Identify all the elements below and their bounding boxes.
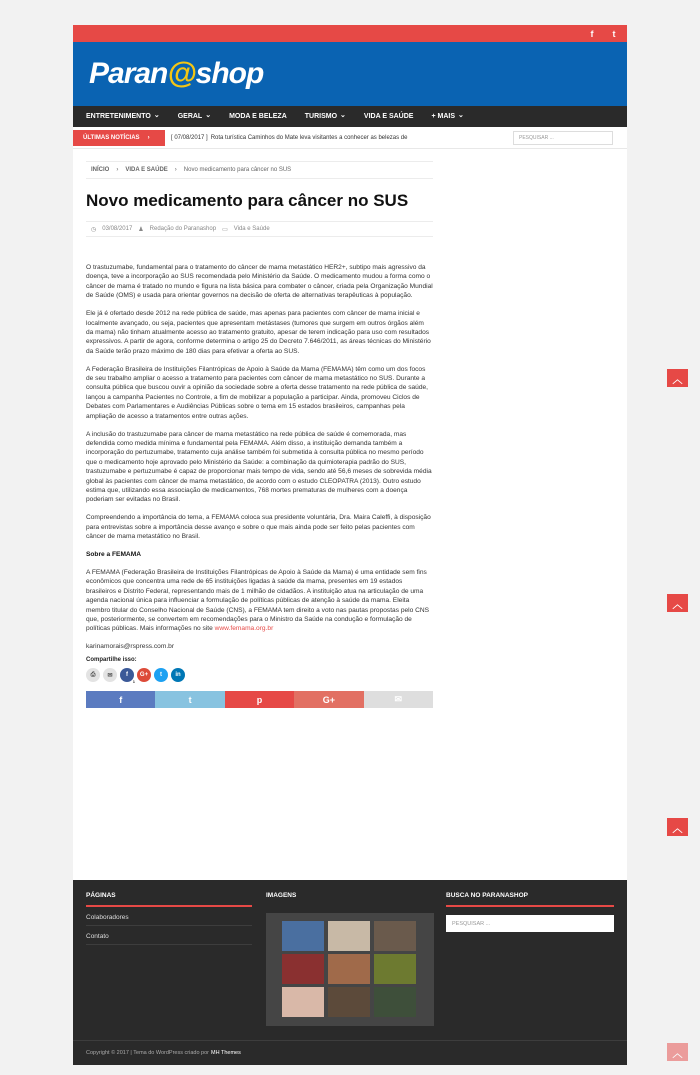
share-bar-facebook-icon[interactable]: f — [86, 691, 155, 708]
back-to-top-button[interactable]: ︿ — [667, 1043, 688, 1061]
site-logo[interactable]: Paran@shop — [89, 57, 264, 90]
theme-link[interactable]: MH Themes — [210, 1050, 241, 1056]
breadcrumb-current: Novo medicamento para câncer no SUS — [183, 167, 292, 173]
article-date: 03/08/2017 — [102, 226, 133, 232]
main-nav — [73, 106, 627, 127]
breadcrumb — [86, 161, 433, 179]
clock-icon: ◷ — [91, 226, 97, 233]
article-paragraph: O trastuzumabe, fundamental para o tratamento do câncer de mama metastático HER2+, subtipo mais agressivo da doença, teve a incorporação ao SUS recomendada pelo Ministério da Saúde. O medicamento mudou a forma como o câncer de mama é tratado no mundo e figura na lista básica para combater o câncer, criada pela Organização Mundial de Saúde (OMS) e usada para orientar governos na decisão de oferta de alternativas terapêuticas à população. — [86, 264, 433, 300]
footer — [73, 880, 627, 1065]
nav-item[interactable] — [422, 113, 472, 120]
page-title: Novo medicamento para câncer no SUS — [86, 191, 409, 210]
twitter-icon[interactable]: t — [154, 668, 168, 682]
about-paragraph: A FEMAMA (Federação Brasileira de Instituições Filantrópicas de Apoio à Saúde da Mama) é uma entidade sem fins econômicos que concentra uma rede de 65 instituições ligadas à saúde da mama, presentes em 19 estados brasileiros e Distrito Federal, representando mais de 1 milhão de cidadãos. A instituição atua na articulação de uma agenda nacional única para influenciar a formulação de políticas públicas de atenção à saúde da mama. Eleita membro titular do Conselho Nacional de Saúde (CNS), a FEMAMA tem direito a voto nas pautas propostas pelo CNS que, posteriormente, se convertem em recomendações para o Ministro da Saúde na condução e formulação de políticas públicas. Mais informações no site www.femama.org.br — [86, 568, 430, 633]
femama-link[interactable]: www.femama.org.br — [214, 625, 274, 633]
footer-pages — [86, 892, 252, 945]
gallery-thumbnail[interactable] — [282, 987, 324, 1017]
nav-item[interactable] — [77, 113, 169, 120]
article-paragraph: Compreendendo a importância do tema, a FEMAMA coloca sua presidente voluntária, Dra. Maira Caleffi, à disposição para entrevistas sobre a importância desse avanço e sobre o que mais ainda pode ser feito pelas pacientes com câncer de mama metastático no Brasil. — [86, 514, 431, 541]
article-paragraph: A inclusão do trastuzumabe para câncer de mama metastático na rede pública de saúde é comemorada, mas defendida como medida mínima e fundamental pela FEMAMA. Além disso, a instituição demanda também a incorporação do pertuzumabe, tratamento cuja análise também foi submetida à consulta pública no mesmo período que o medicamento hoje aprovado pelo Ministério da Saúde: a combinação da quimioterapia padrão do SUS, trastuzumabe e pertuzumabe é capaz de proporcionar mais tempo de vida, sendo até 56,6 meses de sobrevida média global às pacientes com câncer de mama metastático, de acordo com o estudo CLEOPATRA (2013). Outro estudo estima que, utilizando essa associação de medicamentos, 768 mortes prematuras de mulheres com a doença poderiam ser evitadas no Brasil. — [86, 430, 432, 504]
twitter-icon[interactable]: t — [612, 28, 616, 39]
article-body — [86, 263, 433, 652]
chevron-right-icon: › — [174, 167, 177, 173]
article-paragraph: A Federação Brasileira de Instituições Filantrópicas de Apoio à Saúde da Mama (FEMAMA) têm como um dos focos de seu trabalho ampliar o acesso a tratamento para pacientes com câncer de mama metastático no SUS. Durante a consulta pública que buscou ouvir a opinião da sociedade sobre a oferta desse tratamento na rede pública de saúde, lançou a campanha Pacientes no Controle, a fim de mobilizar a população a participar. Ainda, promoveu Ciclos de Debates com Parlamentares e Audiências Públicas sobre o tema em 15 estados brasileiros, campanhas pela ampliação de acesso a tratamentos entre outras ações. — [86, 365, 429, 420]
gallery-thumbnail[interactable] — [328, 954, 370, 984]
share-bar-twitter-icon[interactable]: t — [155, 691, 224, 708]
facebook-icon[interactable]: f 1 — [120, 668, 134, 682]
back-to-top-button[interactable]: ︿ — [667, 594, 688, 612]
gallery-thumbnail[interactable] — [374, 921, 416, 951]
nav-item-label: ENTRETENIMENTO — [86, 113, 151, 120]
article — [86, 161, 433, 708]
gallery-thumbnail[interactable] — [374, 954, 416, 984]
share-bar-email-icon[interactable]: ✉ — [364, 691, 433, 708]
ticker-headline[interactable]: [ 07/08/2017 ] Rota turística Caminhos do Mate leva visitantes a conhecer as belezas de — [171, 134, 408, 141]
article-meta — [86, 221, 433, 237]
share-bar — [86, 691, 433, 708]
chevron-down-icon: ⌄ — [205, 112, 212, 119]
nav-item-label: MODA E BELEZA — [229, 113, 287, 120]
share-icons — [86, 668, 433, 685]
user-icon: ♟ — [138, 226, 144, 233]
gallery-thumbnail[interactable] — [282, 921, 324, 951]
print-icon[interactable]: ⎙ — [86, 668, 100, 682]
chevron-right-icon: › — [147, 134, 150, 141]
share-label: Compartilhe isso: — [86, 657, 137, 664]
google-plus-icon[interactable]: G+ — [137, 668, 151, 682]
breadcrumb-home[interactable]: INÍCIO — [91, 167, 110, 173]
footer-page-link[interactable]: Colaboradores — [86, 907, 252, 926]
linkedin-icon[interactable]: in — [171, 668, 185, 682]
copyright: Copyright © 2017 | Tema do WordPress criado por MH Themes — [73, 1040, 627, 1065]
chevron-down-icon: ⌄ — [340, 112, 346, 119]
header-search-input[interactable]: PESQUISAR ... — [513, 131, 613, 145]
nav-item[interactable] — [169, 113, 220, 120]
breadcrumb-section[interactable]: VIDA E SAÚDE — [125, 167, 168, 173]
footer-search-title: BUSCA NO PARANASHOP — [446, 892, 614, 907]
email-icon[interactable]: ✉ — [103, 668, 117, 682]
news-ticker — [73, 127, 627, 149]
footer-page-link[interactable]: Contato — [86, 926, 252, 945]
facebook-icon[interactable]: f — [590, 28, 594, 39]
footer-search-input[interactable]: PESQUISAR ... — [446, 915, 614, 932]
footer-pages-title: PÁGINAS — [86, 892, 252, 907]
nav-item[interactable] — [220, 113, 296, 120]
nav-item-label: GERAL — [177, 113, 203, 120]
back-to-top-button[interactable]: ︿ — [667, 369, 688, 387]
back-to-top-button[interactable]: ︿ — [667, 818, 688, 836]
chevron-right-icon: › — [116, 167, 119, 173]
gallery-thumbnail[interactable] — [374, 987, 416, 1017]
gallery-thumbnail[interactable] — [282, 954, 324, 984]
article-paragraph: Ele já é ofertado desde 2012 na rede pública de saúde, mas apenas para pacientes com câncer de mama inicial e localmente avançado, ou seja, pacientes que apresentam metástases (tumores que surgem em outros órgãos além da mama) não tinham atualmente acesso ao tratamento gratuito, apesar de terem indicação para uso com resultados expressivos. A partir de agora, conforme determina o artigo 25 do Decreto 7.646/2011, as áreas técnicas do Ministério da Saúde terão prazo máximo de 180 dias para efetivar a oferta ao SUS. — [86, 310, 431, 355]
article-category[interactable]: Vida e Saúde — [233, 226, 270, 232]
nav-item-label: + MAIS — [431, 113, 455, 120]
footer-images-title: IMAGENS — [266, 892, 297, 899]
ticker-label: ÚLTIMAS NOTÍCIAS › — [73, 130, 165, 146]
footer-search — [446, 892, 614, 932]
chevron-down-icon: ⌄ — [153, 112, 160, 119]
top-bar — [73, 25, 627, 42]
footer-images — [266, 892, 434, 1026]
share-count: 1 — [132, 679, 135, 685]
article-author[interactable]: Redação do Paranashop — [149, 226, 217, 232]
subheading: Sobre a FEMAMA — [86, 551, 141, 559]
nav-item-label: TURISMO — [304, 113, 338, 120]
folder-icon: ▭ — [222, 226, 228, 233]
share-bar-google-plus-icon[interactable]: G+ — [294, 691, 363, 708]
site-header — [73, 42, 627, 106]
chevron-down-icon: ⌄ — [458, 112, 464, 119]
share-bar-pinterest-icon[interactable]: p — [225, 691, 294, 708]
contact-email: karinamorais@rspress.com.br — [86, 643, 175, 651]
nav-item-label: VIDA E SAÚDE — [363, 113, 414, 120]
gallery-thumbnail[interactable] — [328, 921, 370, 951]
gallery-thumbnail[interactable] — [328, 987, 370, 1017]
nav-item[interactable] — [296, 113, 355, 120]
image-gallery — [266, 913, 434, 1026]
page — [73, 25, 627, 1065]
nav-item[interactable] — [355, 113, 423, 120]
